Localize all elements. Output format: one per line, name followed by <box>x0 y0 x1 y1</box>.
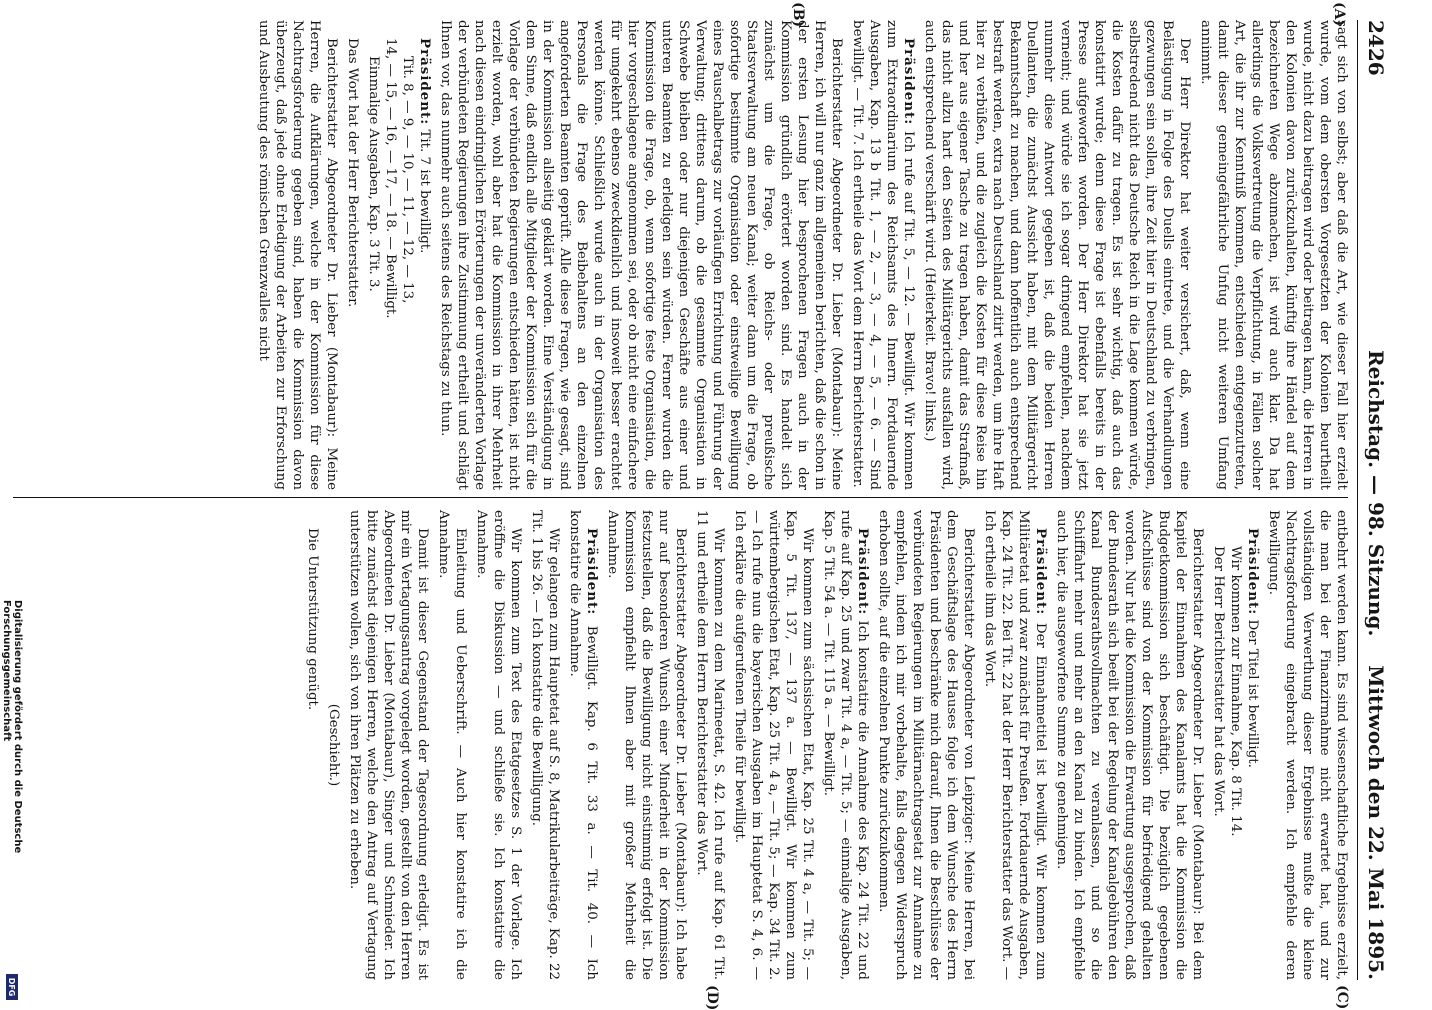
left-column <box>251 20 1350 490</box>
paragraph: Wir kommen zum sächsischen Etat, Kap. 25 Tit. 4 a, — Tit. 5; — Kap. 5 Tit. 137, — 137 a. — Bewilligt. Wir kommen zum württembergischen Etat, Kap. 25 Tit. 4 a, — Tit. 5; — Kap. 34 Tit. 2. — Ich rufe nun die bayerischen Ausgaben im Hauptetat S. 4, 6. — Ich erkläre die aufgerufenen Theile für bewilligt. <box>732 510 815 980</box>
paragraph: sagt sich von selbst; aber daß die Art, wie dieser Fall hier erzielt wurde, vom dem obersten Vorgesetzten der Kolonien beurtheilt wurde, nicht dazu beitragen wird oder beitragen kann, die Herren in den Kolonien davon zurückzuhalten, künftig ihre Händel auf dem bezeichneten Wege abzumachen, ist wird auch klar. Da hat allerdings die Volksvertretung die Verpflichtung, in Fällen solcher Art, die ihr zur Kenntniß kommen, entschieden entgegenzutreten, damit dieser gemeingefährliche Unfug nicht weiteren Umfang annimmt. <box>1198 20 1349 490</box>
paragraph <box>1210 510 1261 980</box>
paragraph <box>820 510 871 980</box>
margin-letter-b: (B) <box>790 2 806 28</box>
paragraph: Damit ist dieser Gegenstand der Tagesordnung erledigt. Es ist mir ein Vertagungsantrag vorgelegt worden, gestellt von den Herren Abgeordneten Dr. Lieber (Montabaur), Singer und Schmieder. Ich bitte zunächst diejenigen Herren, welche den Antrag auf Vertagung unterstützen wollen, sich von ihren Plätzen zu erheben. <box>347 510 430 980</box>
dfg-logo: DFG <box>6 974 18 1000</box>
speech-text: Ich rufe auf Tit. 5, — 12. — Bewilligt. Wir kommen zum Extraordinarium des Reichsamts des Innern. Fortdauernde Ausgaben, Kap. 13 b Tit. 1, — 2, — 3, — 4, — 5, — 6. — Sind bewilligt. — Tit. 7. Ich ertheile das Wort dem Herrn Berichterstatter. <box>850 20 916 490</box>
margin-letter-c: (C) <box>1334 985 1350 1010</box>
speech-line: Einmalige Ausgaben, Kap. 3 Tit. 3. <box>366 56 381 292</box>
paragraph: Einleitung und Ueberschrift. — Auch hier konstatire ich die Annahme. <box>436 510 468 980</box>
speech-text: Der Einnahmetitel ist bewilligt. Wir kommen zum Militäretat und zwar zunächst für Preußen. Fortdauernde Ausgaben, Kap. 24 Tit. 22. Bei Tit. 22 hat der Herr Berichterstatter das Wort. — Ich ertheile ihm das Wort. <box>982 510 1048 980</box>
page-number: 2426 <box>1364 20 1388 76</box>
speaker-label: Präsident: <box>855 528 871 616</box>
paragraph: Berichterstatter Abgeordneter Dr. Lieber (Montabaur): Bei dem Kapitel der Einnahmen des Kanalamts hat die Kommission die Budgetkommission sich beschäftigt. Die bezüglich gegebenen Aufschlüsse sind von der Kommission für befriedigend gehalten worden. Nur hat die Kommission die Erwartung ausgesprochen, daß der Bundesrath sich beeilt bei der Regelung der Kanalgebühren den Kanal Bundesrathsvollmachten zu veranlassen, und so die Schifffahrt mehr und mehr an den Kanal zu binden. Ich empfehle auch hier, die ausgeworfene Summe zu genehmigen. <box>1054 510 1205 980</box>
credit-text: Digitalisierung gefördert durch die Deutsche Forschungsgemeinschaft <box>1 600 23 854</box>
paragraph: Berichterstatter Abgeordneter Dr. Lieber (Montabaur): Ich habe nur auf besonderen Wunsch einer Minderheit in der Kommission festzustellen, daß die Bewilligung nicht einstimmig erfolgt ist. Die Kommission empfiehlt Ihnen aber mit großer Mehrheit die Annahme. <box>605 510 688 980</box>
paragraph <box>981 510 1049 980</box>
speaker-label: Präsident: <box>1245 528 1261 616</box>
paragraph: Wir kommen zu dem Marineetat, S. 42. Ich rufe auf Kap. 61 Tit. 11 und ertheile dem Herrn Berichterstatter das Wort. <box>694 510 726 980</box>
speech-line: 14, — 15, — 16, — 17, — 18. — Bewilligt. <box>383 38 398 319</box>
speech-line: Der Titel ist bewilligt. <box>1245 619 1260 768</box>
paragraph: Berichterstatter Abgeordneter Dr. Lieber (Montabaur): Meine Herren, ich will nur ganz im allgemeinen berichten, daß die schon in der ersten Lesung hier besprochenen Fragen auch in der Kommission gründlich erörtert worden sind. Es handelt sich zunächst um die Frage, ob Reichs- oder preußische Staatsverwaltung am neuen Kanal; weiter dann um die Frage, ob sofortige bestimmte Organisation oder einstweilige Bewilligung eines Pauschalbetrags zur vorläufigen Errichtung und Führung der Verwaltung; drittens darum, ob die gesammte Organisation in Schwebe bleiben oder nur diejenigen Geschäfte aus einer und unteren Beamten zu erledigen sein würden. Ferner wurden die Kommission die Frage, ob, wenn sofortige feste Organisation, die hier vorgeschlagene angenommen sei, oder ob nicht eine einfachere für umgekehrt ebenso zweckdienlich und insoweit besser erachtet werden könne. Schließlich wurde auch in der Organisation des Personals die Frage des Beibehaltens an den einzelnen angeforderten Beamten geprüft. Alle diese Fragen, wie gesagt, sind in der Kommission allseitig geklärt worden. Eine Verständigung in dem Sinne, daß endlich alle Mitglieder der Kommission sich für die Vorlage der verbündeten Regierungen entschieden hätten, ist nicht erzielt worden, wohl aber hat die Kommission in ihrer Mehrheit nach diesen eindringlichen Erörterungen der unveränderten Vorlage der verbündeten Regierungen ihre Zustimmung ertheilt und schlägt Ihnen vor, das nunmehr auch seitens des Reichstags zu thun. <box>438 20 844 490</box>
paragraph: Berichterstatter Abgeordneter von Leipziger: Meine Herren, bei dem Geschäftslage des Hauses folge ich dem Wunsche des Herrn Präsidenten und beschränke mich darauf, Ihnen die Beschlüsse der verbündeten Regierungen im Militärnachtragsetat zur Annahme zu empfehlen, indem ich mir vorbehalte, falls dagegen Widerspruch erhoben sollte, auf die einzelnen Punkte zurückzukommen. <box>876 510 976 980</box>
speech-text: Bewilligt. Kap. 6 Tit. 33 a. — Tit. 40. — Ich konstatire die Annahme. <box>567 510 599 980</box>
margin-letter-d: (D) <box>704 985 720 1010</box>
paragraph <box>849 20 917 490</box>
paragraph: Wir kommen zum Text des Etatgesetzes S. 1 der Vorlage. Ich eröffne die Diskussion — und schließe sie. Ich konstatire die Annahme. <box>474 510 523 980</box>
speaker-label: Präsident: <box>584 528 600 616</box>
session-date: Mittwoch den 22. Mai 1895. <box>1364 665 1388 980</box>
paragraph <box>566 510 600 980</box>
speech-text: Ich konstatire die Annahme des Kap. 24 Tit. 22 und rufe auf Kap. 25 und zwar Tit. 4 a, — Tit. 5; — einmalige Ausgaben, Kap. 5 Tit. 54 a. — Tit. 115 a. — Bewilligt. <box>821 510 870 981</box>
speaker-label: Präsident: <box>417 38 433 126</box>
stage-direction: (Geschieht.) <box>326 703 341 787</box>
paragraph <box>365 20 433 490</box>
paragraph: Die Unterstützung genügt. <box>305 528 320 711</box>
paragraph: entbehrt werden kann. Es sind wissenschaftliche Ergebnisse erzielt, die man bei der Finanzirmahme nicht erwartet hat, und zur vollständigen Verwerthung dieser Ergebnisse mußte die kleine Nachtragsforderung eingebracht werden. Ich empfehle deren Bewilligung. <box>1266 510 1349 980</box>
speaker-label: Präsident: <box>901 38 917 126</box>
right-column <box>300 510 1350 980</box>
paragraph: Berichterstatter Abgeordneter Dr. Lieber (Montabaur): Meine Herren, die Aufklärungen, welche in der Kommission für diese Nachtragsforderung gegeben sind, haben die Kommission davon überzeugt, daß jede ohne Erledigung der Arbeiten zur Erforschung und Ausbeutung des römischen Grenzwalles nicht <box>256 20 339 490</box>
margin-letter-a: (A) <box>1331 2 1347 27</box>
header-rule <box>1357 20 1358 980</box>
speech-line: Tit. 8, — 9, — 10, — 11, — 12, — 13, <box>400 56 415 304</box>
digitization-credit <box>2 600 22 1000</box>
page-header <box>1360 20 1390 980</box>
paragraph: Der Herr Direktor hat weiter versichert, daß, wenn eine Belästigung in Folge des Duells eintrete, und die Verhandlungen gezwungen sein sollen, ihre Zeit hier in Deutschland zu verbringen, selbstredend nicht das Deutsche Reich in die Lage kommen würde, die Kosten dafür zu tragen. Es ist sehr wichtig, daß auch das konstatirt wurde; denn diese Frage ist ebenfalls bereits in der Presse aufgeworfen worden. Der Herr Direktor hat sie jetzt verneint; und würde sie ich sogar dringend empfehlen, nachdem nunmehr diese Antwort gegeben ist, daß die beiden Herren Duellanten, die zunächst Aussicht haben, mit dem Militärgericht Bekanntschaft zu machen, und dann hoffentlich auch entsprechend bestraft werden, extra nach Deutschland zitirt werden, um ihre Haft hier zu verbüßen, und die zugleich die Kosten für diese Reise hin und her aus eigener Tasche zu tragen haben, damit das Strafmaß, das nicht allzu hart den Seiten des Militärgerichts ausfallen wird, auch entsprechend verschärft wird. (Heiterkeit. Bravo! links.) <box>922 20 1192 490</box>
speech-line: Der Herr Berichterstatter hat das Wort. <box>1211 546 1226 817</box>
speech-line: Wir kommen zur Einnahme, Kap. 8 Tit. 14. <box>1228 546 1243 837</box>
speech-line: Tit. 7 ist bewilligt. <box>417 129 432 254</box>
paragraph: Das Wort hat der Herr Berichterstatter. <box>345 38 360 308</box>
paragraph: Wir gelangen zum Hauptetat auf S. 8, Matrikularbeiträge, Kap. 22 Tit. 1 bis 26. — Ich konstatire die Bewilligung. <box>529 510 561 980</box>
session-title: Reichstag. — 98. Sitzung. <box>1364 350 1388 637</box>
speaker-label: Präsident: <box>1033 528 1049 616</box>
column-separator <box>13 497 1348 498</box>
